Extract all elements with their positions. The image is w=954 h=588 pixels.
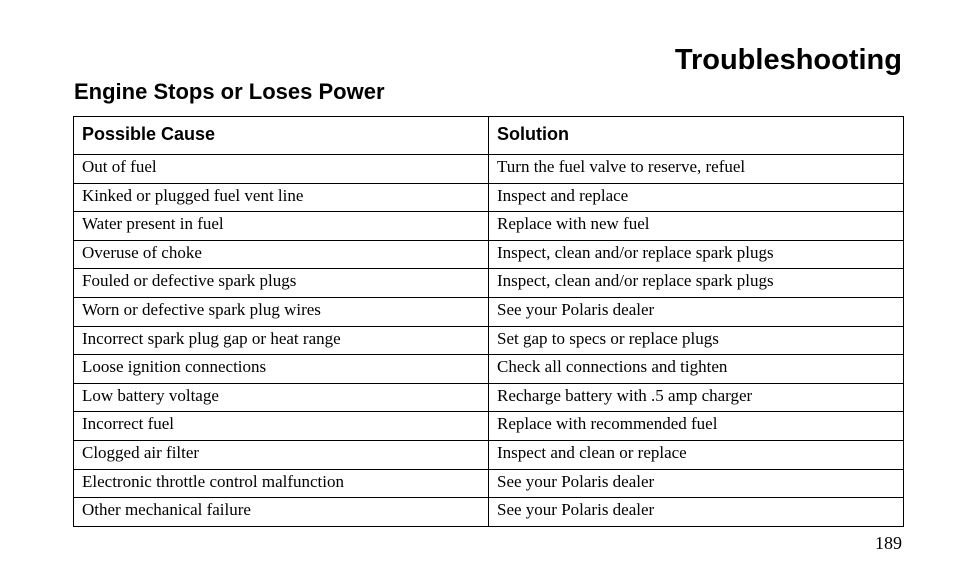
table-row [74, 155, 904, 184]
solution-cell: See your Polaris dealer [489, 498, 904, 527]
cause-cell: Fouled or defective spark plugs [74, 269, 489, 298]
solution-cell: Replace with recommended fuel [489, 412, 904, 441]
cause-cell: Incorrect fuel [74, 412, 489, 441]
solution-cell: Replace with new fuel [489, 212, 904, 241]
table-row [74, 440, 904, 469]
table-row [74, 240, 904, 269]
table-header-row [74, 117, 904, 155]
table-row [74, 269, 904, 298]
cause-cell: Overuse of choke [74, 240, 489, 269]
table-row [74, 297, 904, 326]
solution-cell: Turn the fuel valve to reserve, refuel [489, 155, 904, 184]
cause-cell: Incorrect spark plug gap or heat range [74, 326, 489, 355]
solution-cell: See your Polaris dealer [489, 297, 904, 326]
solution-cell: Set gap to specs or replace plugs [489, 326, 904, 355]
cause-cell: Kinked or plugged fuel vent line [74, 183, 489, 212]
table-row [74, 498, 904, 527]
column-header-possible-cause: Possible Cause [74, 117, 489, 155]
table-row [74, 469, 904, 498]
table-row [74, 326, 904, 355]
cause-cell: Worn or defective spark plug wires [74, 297, 489, 326]
table-row [74, 212, 904, 241]
page-title: Troubleshooting [674, 44, 902, 76]
section-title: Engine Stops or Loses Power [74, 79, 385, 104]
cause-cell: Water present in fuel [74, 212, 489, 241]
solution-cell: Inspect, clean and/or replace spark plugs [489, 269, 904, 298]
table-row [74, 412, 904, 441]
solution-cell: Inspect, clean and/or replace spark plugs [489, 240, 904, 269]
troubleshooting-table [73, 116, 904, 527]
cause-cell: Out of fuel [74, 155, 489, 184]
column-header-solution: Solution [489, 117, 904, 155]
solution-cell: Inspect and clean or replace [489, 440, 904, 469]
table-row [74, 383, 904, 412]
cause-cell: Clogged air filter [74, 440, 489, 469]
solution-cell: Recharge battery with .5 amp charger [489, 383, 904, 412]
solution-cell: See your Polaris dealer [489, 469, 904, 498]
cause-cell: Electronic throttle control malfunction [74, 469, 489, 498]
table-row [74, 183, 904, 212]
cause-cell: Other mechanical failure [74, 498, 489, 527]
page-number: 189 [875, 533, 902, 553]
table-row [74, 355, 904, 384]
solution-cell: Inspect and replace [489, 183, 904, 212]
solution-cell: Check all connections and tighten [489, 355, 904, 384]
cause-cell: Low battery voltage [74, 383, 489, 412]
cause-cell: Loose ignition connections [74, 355, 489, 384]
